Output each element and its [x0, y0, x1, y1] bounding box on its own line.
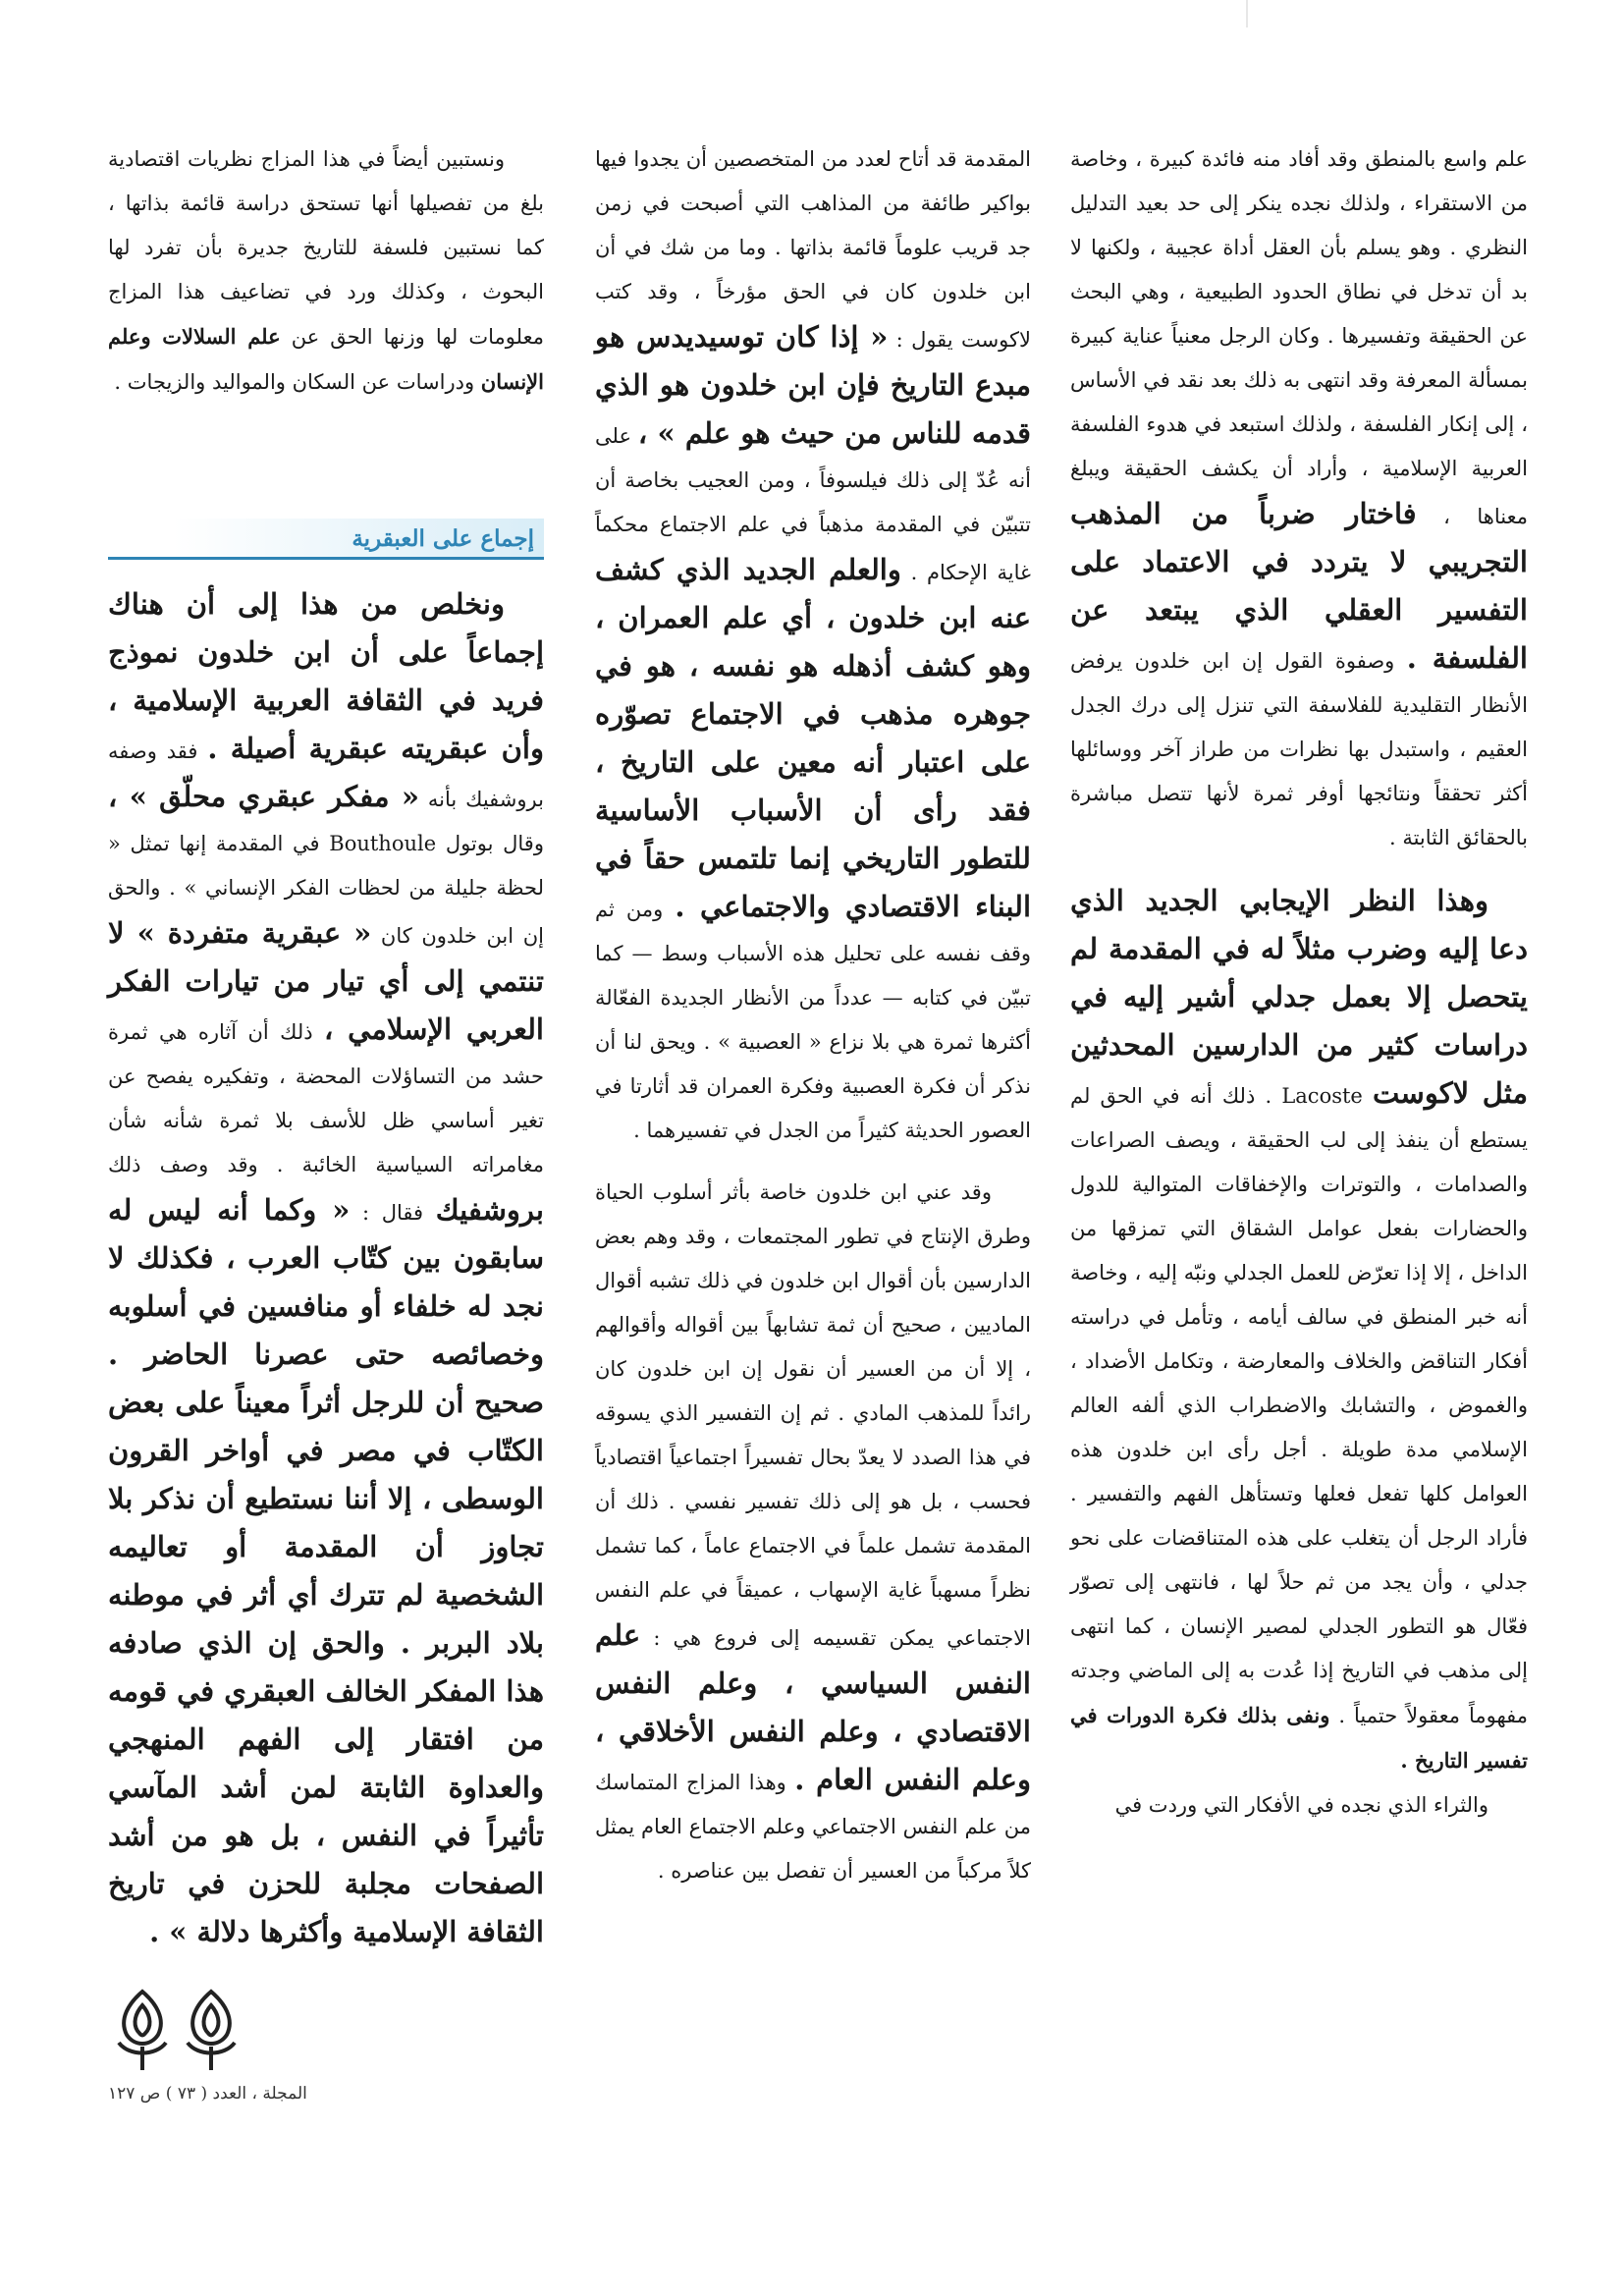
column-paragraph: والثراء الذي نجده في الأفكار التي وردت في — [1114, 1793, 1488, 1817]
column-paragraph: المقدمة قد أتاح لعدد من المتخصصين أن يجدوا فيها بواكير طائفة من المذاهب التي أصبحت في زمن جد قريب علوماً قائمة بذاتها . وما من شك في أن ابن خلدون كان في الحق مؤرخاً ، وقد كتب لاكوست يقول : « إذا كان توسيديدس هو مبدع التاريخ فإن ابن خلدون هو الذي قدمه للناس من حيث هو علم » ، على أنه عُدّ إلى ذلك فيلسوفاً ، ومن العجيب بخاصة أن تتبيّن في المقدمة مذهباً في علم الاجتماع محكماً غاية الإحكام . والعلم الجديد الذي كشف عنه ابن خلدون ، أي علم العمران ، وهو كشف أذهله هو نفسه ، هو في جوهره مذهب في الاجتماع تصوّره على اعتبار أنه معين على التاريخ ، فقد رأى أن الأسباب الأساسية للتطور التاريخي إنما تلتمس حقاً في البناء الاقتصادي والاجتماعي . ومن ثم وقف نفسه على تحليل هذه الأسباب وسط — كما تبيّن في كتابه — عدداً من الأنظار الجديدة الفعّالة أكثرها ثمرة هي بلا نزاع « العصبية » . ويحق لنا أن نذكر أن فكرة العصبية وفكرة العمران قد أثارتا في العصور الحديثة كثيراً من الجدل في تفسيرهما . — [595, 147, 1031, 1142]
emphasis-text: « إذا كان توسيديدس هو مبدع التاريخ فإن ابن خلدون هو الذي قدمه للناس من حيث هو علم » ، — [595, 320, 1031, 450]
emphasis-text: والعلم الجديد الذي كشف عنه ابن خلدون ، أي علم العمران ، وهو كشف أذهله هو نفسه ، هو في جوهره مذهب في الاجتماع تصوّره على اعتبار أنه معين على التاريخ ، فقد رأى أن الأسباب الأساسية للتطور التاريخي إنما تلتمس حقاً في البناء الاقتصادي والاجتماعي . — [595, 553, 1031, 923]
registration-mark-icon — [1232, 0, 1262, 29]
emphasis-text: فاختار ضرباً من المذهب التجريبي لا يتردد في الاعتماد على التفسير العقلي الذي يبتعد عن الفلسفة . — [1070, 497, 1528, 675]
page-footer: المجلة ، العدد ( ٧٣ ) ص ١٢٧ — [108, 2084, 307, 2104]
emphasis-text: وهذا النظر الإيجابي الجديد الذي دعا إليه وضرب مثلاً له في المقدمة لم يتحصل إلا بعمل جدلي أشير إليه في دراسات كثير من الدارسين المحدثين مثل لاكوست — [1070, 884, 1528, 1110]
latin-name: Lacoste — [1281, 1084, 1363, 1108]
column-paragraph: ونستبين أيضاً في هذا المزاج نظريات اقتصادية بلغ من تفصيلها أنها تستحق دراسة قائمة بذاتها ، كما نستبين فلسفة للتاريخ جديرة بأن تفرد لها البحوث ، وكذلك ورد في تضاعيف هذا المزاج معلومات لها وزنها الحق عن علم السلالات وعلم الإنسان ودراسات عن السكان والمواليد والزيجات . — [108, 147, 544, 394]
emphasis-text: « عبقرية متفردة » لا تنتمي إلى أي تيار من تيارات الفكر العربي الإسلامي ، — [108, 916, 544, 1046]
column-paragraph: وقد عني ابن خلدون خاصة بأثر أسلوب الحياة وطرق الإنتاج في تطور المجتمعات ، وقد وهم بعض الدارسين بأن أقوال ابن خلدون في ذلك تشبه أقوال الماديين ، صحيح أن ثمة تشابهاً بين أقواله وأقوالهم ، إلا أن من العسير أن نقول إن ابن خلدون كان رائداً للمذهب المادي . ثم إن التفسير الذي يسوقه في هذا الصدد لا يعدّ بحال تفسيراً اجتماعياً اقتصادياً فحسب ، بل هو إلى ذلك تفسير نفسي . ذلك أن المقدمة تشمل علماً في الاجتماع عاماً ، كما تشمل نظراً مسهباً غاية الإسهاب ، عميقاً في علم النفس الاجتماعي يمكن تقسيمه إلى فروع هي : علم النفس السياسي ، وعلم النفس الاقتصادي ، وعلم النفس الأخلاقي ، وعلم النفس العام . وهذا المزاج المتماسك من علم النفس الاجتماعي وعلم الاجتماع العام يمثل كلاً مركباً من العسير أن تفصل بين عناصره . — [595, 1180, 1031, 1883]
column-left-lower — [108, 581, 544, 1957]
double-tulip-ornament-icon — [108, 1984, 245, 2072]
emphasis-text: بروشفيك — [435, 1193, 544, 1227]
latin-name: Bouthoule — [329, 832, 437, 855]
column-middle — [595, 137, 1031, 1893]
emphasis-text: علم السلالات وعلم الإنسان — [108, 324, 544, 394]
emphasis-text: ونفى بذلك فكرة الدورات في تفسير التاريخ . — [1070, 1703, 1528, 1773]
emphasis-text: « وكما أنه ليس له سابقون بين كتّاب العرب ، فكذلك لا نجد له خلفاء أو منافسين في أسلوبه وخصائصه حتى عصرنا الحاضر . صحيح أن للرجل أثراً معيناً على بعض الكتّاب في مصر في أواخر القرون الوسطى ، إلا أننا نستطيع أن نذكر بلا تجاوز أن المقدمة أو تعاليمه الشخصية لم تترك أي أثر في موطنه بلاد البربر . والحق إن الذي صادفه هذا المفكر الخالف العبقري في قومه من افتقار إلى الفهم المنهجي والعداوة الثابتة لمن أشد المآسي تأثيراً في النفس ، بل هو من أشد الصفحات مجلبة للحزن في تاريخ الثقافة الإسلامية وأكثرها دلالة » . — [108, 1193, 544, 1948]
emphasis-text: ونخلص من هذا إلى أن هناك إجماعاً على أن ابن خلدون نموذج فريد في الثقافة العربية الإسلامية ، وأن عبقريته عبقرية أصيلة . — [108, 587, 544, 765]
column-paragraph: وهذا النظر الإيجابي الجديد الذي دعا إليه وضرب مثلاً له في المقدمة لم يتحصل إلا بعمل جدلي أشير إليه في دراسات كثير من الدارسين المحدثين مثل لاكوست Lacoste . ذلك أنه في الحق لم يستطع أن ينفذ إلى لب الحقيقة ، ويصف الصراعات والصدامات ، والتوترات والإخفاقات المتوالية للدول والحضارات بفعل عوامل الشقاق التي تمزقها من الداخل ، إلا إذا تعرّض للعمل الجدلي ونبّه إليه ، وخاصة أنه خبر المنطق في سالف أيامه ، وتأمل في دراسته أفكار التناقض والخلاف والمعارضة ، وتكامل الأضداد ، والغموض ، والتشابك والاضطراب الذي ألفه العالم الإسلامي مدة طويلة . أجل رأى ابن خلدون هذه العوامل كلها تفعل فعلها وتستأهل الفهم والتفسير . فأراد الرجل أن يتغلب على هذه المتناقضات على نحو جدلي ، وأن يجد من ثم حلاً لها ، فانتهى إلى تصوّر فعّال هو التطور الجدلي لمصير الإنسان ، كما انتهى إلى مذهب في التاريخ إذا عُدت به إلى الماضي وجدته مفهوماً معقولاً حتمياً . ونفى بذلك فكرة الدورات في تفسير التاريخ . — [1070, 884, 1528, 1773]
section-heading: إجماع على العبقرية — [108, 519, 544, 560]
column-paragraph: ونخلص من هذا إلى أن هناك إجماعاً على أن ابن خلدون نموذج فريد في الثقافة العربية الإسلامية ، وأن عبقريته عبقرية أصيلة . فقد وصفه بروشفيك بأنه « مفكر عبقري محلّق » ، وقال بوتول Bouthoule في المقدمة إنها تمثل « لحظة جليلة من لحظات الفكر الإنساني » . والحق إن ابن خلدون كان « عبقرية متفردة » لا تنتمي إلى أي تيار من تيارات الفكر العربي الإسلامي ، ذلك أن آثاره هي ثمرة حشد من التساؤلات المحضة ، وتفكيره يفصح عن تغير أساسي ظل للأسف بلا ثمرة شأنه شأن مغامراته السياسية الخائبة . وقد وصف ذلك بروشفيك فقال : « وكما أنه ليس له سابقون بين كتّاب العرب ، فكذلك لا نجد له خلفاء أو منافسين في أسلوبه وخصائصه حتى عصرنا الحاضر . صحيح أن للرجل أثراً معيناً على بعض الكتّاب في مصر في أواخر القرون الوسطى ، إلا أننا نستطيع أن نذكر بلا تجاوز أن المقدمة أو تعاليمه الشخصية لم تترك أي أثر في موطنه بلاد البربر . والحق إن الذي صادفه هذا المفكر الخالف العبقري في قومه من افتقار إلى الفهم المنهجي والعداوة الثابتة لمن أشد المآسي تأثيراً في النفس ، بل هو من أشد الصفحات مجلبة للحزن في تاريخ الثقافة الإسلامية وأكثرها دلالة » . — [108, 587, 544, 1948]
column-left — [108, 137, 544, 405]
emphasis-text: « مفكر عبقري محلّق » ، — [108, 780, 419, 813]
emphasis-text: علم النفس السياسي ، وعلم النفس الاقتصادي ، وعلم النفس الأخلاقي ، وعلم النفس العام . — [595, 1618, 1031, 1796]
column-right — [1070, 137, 1528, 1828]
column-paragraph: علم واسع بالمنطق وقد أفاد منه فائدة كبيرة ، وخاصة من الاستقراء ، ولذلك نجده ينكر إلى حد بعيد التدليل النظري . وهو يسلم بأن العقل أداة عجيبة ، ولكنها لا بد أن تدخل في نطاق الحدود الطبيعية ، وهي البحث عن الحقيقة وتفسيرها . وكان الرجل معنياً عناية كبيرة بمسألة المعرفة وقد انتهى به ذلك بعد نقد في الأساس ، إلى إنكار الفلسفة ، ولذلك استبعد في هدوء الفلسفة العربية الإسلامية ، وأراد أن يكشف الحقيقة ويبلغ معناها ، فاختار ضرباً من المذهب التجريبي لا يتردد في الاعتماد على التفسير العقلي الذي يبتعد عن الفلسفة . وصفوة القول إن ابن خلدون يرفض الأنظار التقليدية للفلاسفة التي تنزل إلى درك الجدل العقيم ، واستبدل بها نظرات من طراز آخر ووسائلها أكثر تحققاً ونتائجها أوفر ثمرة لأنها تتصل مباشرة بالحقائق الثابتة . — [1070, 147, 1528, 849]
